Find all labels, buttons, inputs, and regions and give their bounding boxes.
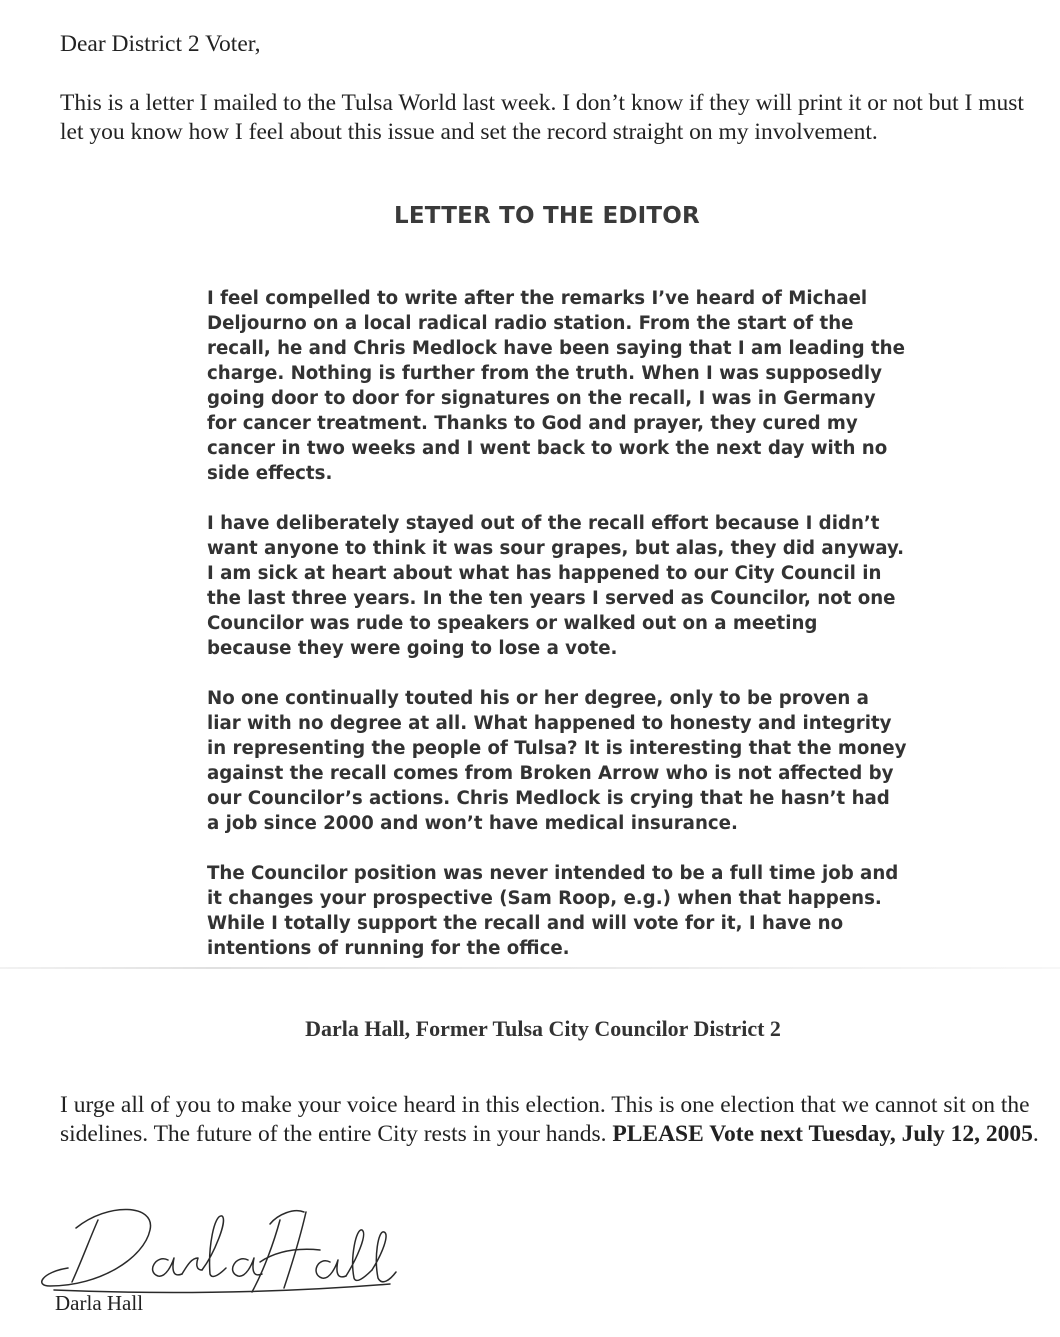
intro-paragraph: This is a letter I mailed to the Tulsa World last week. I don’t know if they will print it or not but I must let you know how I feel about this issue and set the record straight on my involvement. bbox=[60, 90, 1024, 145]
closing-text: I urge all of you to make your voice heard in this election. This is one election that we cannot sit on the sidelines. The future of the entire City rests in your hands. bbox=[60, 1092, 1030, 1147]
editor-letter-title: LETTER TO THE EDITOR bbox=[394, 203, 700, 229]
editor-paragraph: I feel compelled to write after the remarks I’ve heard of Michael Deljourno on a local radical radio station. From the start of the recall, he and Chris Medlock have been saying that I am leading the charge. Nothing is further from the truth. When I was supposedly going door to door for signatures on the recall, I was in Germany for cancer treatment. Thanks to God and prayer, they cured my cancer in two weeks and I went back to work the next day with no side effects. bbox=[207, 288, 905, 484]
handwritten-signature bbox=[38, 1198, 398, 1298]
greeting: Dear District 2 Voter, bbox=[60, 31, 261, 57]
editor-letter-body bbox=[207, 286, 907, 986]
editor-letter-byline: Darla Hall, Former Tulsa City Councilor District 2 bbox=[305, 1016, 781, 1041]
closing-paragraph bbox=[60, 1091, 1050, 1149]
closing-end: . bbox=[1032, 1121, 1039, 1147]
editor-paragraph: The Councilor position was never intended to be a full time job and it changes your prospective (Sam Roop, e.g.) when that happens. While I totally support the recall and will vote for it, I have no intentions of running for the office. bbox=[207, 863, 899, 959]
editor-paragraph: I have deliberately stayed out of the recall effort because I didn’t want anyone to think it was sour grapes, but alas, they did anyway. I am sick at heart about what has happened to our City Council in the last three years. In the ten years I served as Councilor, not one Councilor was rude to speakers or walked out on a meeting because they were going to lose a vote. bbox=[207, 513, 905, 659]
fold-crease bbox=[0, 967, 1060, 969]
editor-paragraph: No one continually touted his or her degree, only to be proven a liar with no degree at all. What happened to honesty and integrity in representing the people of Tulsa? It is interesting that the money against the recall comes from Broken Arrow who is not affected by our Councilor’s actions. Chris Medlock is crying that he hasn’t had a job since 2000 and won’t have medical insurance. bbox=[207, 688, 907, 834]
printed-signature-name: Darla Hall bbox=[55, 1291, 144, 1315]
closing-emphasis: PLEASE Vote next Tuesday, July 12, 2005 bbox=[612, 1121, 1033, 1147]
